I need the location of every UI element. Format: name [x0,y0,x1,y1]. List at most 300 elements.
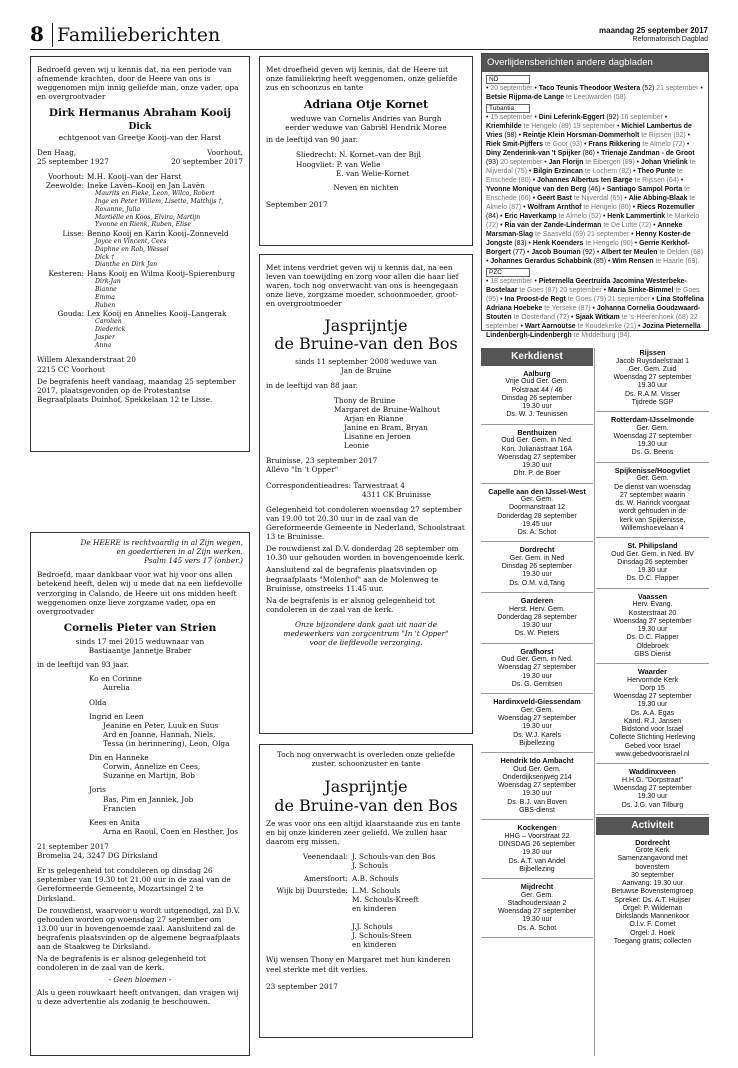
notice-place: te Oosterland (72) [513,313,570,321]
church-service-line: Woensdag 27 september [497,453,577,461]
church-service-item [596,463,709,538]
family-row [37,261,243,269]
family-row [37,190,243,198]
family-row [37,221,243,229]
church-location: Vaassen [637,591,668,601]
notice-place: te Enschede (80) [486,168,683,185]
church-service-item [481,542,593,593]
family-row [37,278,243,286]
church-service-line: Oud Ger. Gem. [513,765,561,773]
church-location: Dordrecht [519,545,555,555]
church-service-line: H.H.G. "Dorpstraat" [622,776,683,784]
notice-place: te Goes (95) [486,286,700,303]
church-services-right [596,345,709,950]
notice-age: (98) [504,132,517,140]
service-text: De rouwdienst zal D.V. donderdag 28 september om 10.30 uur gehouden worden in bovengenoemde kerk. [266,544,465,563]
notice-date: 15 september [490,114,533,122]
church-location: Benthuizen [517,427,557,437]
notice-name: Santiago Sampol Porta [606,186,683,194]
address-line: Bromelia 24, 3247 DG Dirksland [37,851,158,861]
condolence-text: Er is gelegenheid tot condoleren op dinsdag 26 september van 19.30 tot 21.00 uur in de zaal van de Gereformeerde Gemeente, Mozartsingel 2 te Dirksland. [37,866,231,903]
family-member: Lex Kooij en Annelies Kooij–Langerak [87,309,227,319]
notice-name: Jozina Pieternella Lindenbergh-Lindenbergh [486,322,701,339]
notice-name: Riecs Rozemuller [637,203,695,211]
notice-name: Lina Stoffelina Adriana Hoebeke [486,295,704,312]
family-member: Olda [89,697,107,707]
deceased-name: Dirk Hermanus Abraham Kooij [48,107,232,120]
family-label: Voorhout: [47,172,84,182]
notice-age: (92) [582,248,595,256]
family-row [37,181,243,190]
family-group [266,886,466,950]
church-location: St. Philipsland [627,541,678,551]
church-service-line: Dinsdag 26 september [501,563,573,571]
church-service-line: Ger. Gem. [636,475,669,483]
family-group [266,874,466,883]
family-member: Benno Kooij en Karin Kooij–Zonneveld [87,229,229,239]
family-member: M.H. Kooij–van der Harst [87,172,182,182]
ad-date: 21 september 2017 [37,841,109,851]
intro-text: Toch nog onverwacht is overleden onze geliefde zuster, schoonzuster en tante [276,750,456,769]
activity-line: Betuwse Bovenstemgroep [611,888,694,896]
church-service-item [481,425,593,484]
ad-jasprijntje-1 [259,254,473,734]
family-member: Suzanne en Martijn, Bob [103,771,195,781]
family-member: J. Schouls-van den Bos [352,852,436,862]
notice-name: Alie Abbing-Blaak [628,195,688,202]
request-text: Als u geen rouwkaart heeft ontvangen, dan vragen wij u deze advertentie als zodanig te beschouwen. [37,987,239,1006]
church-service-line: Ds. J.G. van Tilburg [621,801,684,809]
activity-line: Spreker: Ds. A.T. Huijser [614,896,691,904]
notice-name: Reintje Klein Horsman-Dommerholt [522,132,640,140]
spouse-name: Bastiaantje Jannetje Braber [88,646,192,656]
deceased-first-name: Jasprijntje [324,777,408,797]
family-members [352,886,419,950]
family-label: Wijk bij Duurstede: [276,885,348,895]
notice-place: 20 september [500,159,543,167]
care-home: Allévo "In 't Opper" [266,465,339,475]
notice-name: Theo Punte [637,168,676,176]
church-service-line: Ds. W. J. Teunissen [506,411,568,419]
notice-place: te Hengelo (89) 19 september [523,123,616,131]
family-member: Inge en Peter Willem, Lisette, Matthijs †, [95,198,224,206]
family-row [37,246,243,254]
family-list [37,172,243,349]
family-label: Hoogvliet: [296,159,335,169]
church-services-left [481,348,593,938]
church-service-item [481,879,593,938]
church-location: Garderen [520,595,554,605]
church-service-line: Ds. A.A. Egas [630,709,675,717]
family-member: Jasper [95,333,115,341]
church-service-line: Ds. G. Gerritsen [511,680,563,688]
activity-title: Activiteit [596,817,709,835]
family-row [37,206,243,214]
verse-reference: Psalm 145 vers 17 (onber.) [143,556,243,566]
family-row [37,334,243,342]
church-service-item [481,593,593,644]
family-member: Roxanne, Julia [95,205,141,213]
notice-age: (86) [582,150,595,158]
church-service-line: Ds. A.T. van Andel [508,857,566,865]
notice-place: te Enschede (66) [486,186,690,202]
verse-line-1: De HEERE is rechtvaardig in al Zijn wegen, [80,538,243,547]
family-member: Ko en Corinne [89,674,142,684]
family-member: Dirk-Jan [95,278,121,286]
spouse-line: echtgenoot van Greetje Kooij–van der Harst [58,132,222,142]
notice-age: (84) [486,212,499,220]
church-service-line: Bidstond voor Israel [621,726,684,734]
church-service-line: Polstraat 44 / 46 [511,386,563,394]
church-service-line: Jacob Ruysdaelstraat 1 [615,357,690,365]
church-location: Capelle aan den IJssel-West [488,486,586,496]
family-member: Arjan en Rianne [344,413,404,423]
church-service-line: Kosterstraat 20 [628,609,677,617]
church-service-line: Ds. D.C. Flapper [626,634,679,642]
church-service-line: Ds. A. Schot [517,529,557,537]
family-member: en kinderen [352,903,397,913]
church-service-line: Woensdag 27 september [613,693,692,701]
activity-line: bovenstem [635,863,670,871]
church-service-line: Woensdag 27 september [497,664,577,672]
notice-age: (77) [512,248,526,256]
section-title: Familieberichten [52,23,220,47]
notice-name: Maria Sinke-Bimmel [607,286,674,294]
church-service-item [596,589,709,664]
notice-name: Jacob Bouman [531,248,581,256]
age-line: in de leeftijd van 90 jaar. [266,135,358,145]
family-member: Ineke Lavèn–Kooij en Jan Lavèn [87,181,205,191]
church-service-item [596,764,709,815]
church-service-line: 19.30 uur [522,790,552,798]
notice-name: Anneke Marsman-Slag [486,221,683,238]
nephews-line: Neven en nichten [333,182,399,192]
page-number: 8 [30,22,44,46]
family-list [37,674,243,836]
notice-date: 20 september [490,85,533,93]
age-line: in de leeftijd van 88 jaar. [266,380,358,390]
notice-name: Wim Rensen [612,257,654,265]
church-service-line: Dorp 15 [640,684,665,692]
tribute-text: Ze was voor ons een altijd klaarstaande zus en tante en bij onze kinderen zeer geliefd. We zullen haar daarom erg missen. [266,819,461,847]
service-text: De rouwdienst, waarvoor u wordt uitgenodigd, zal D.V. gehouden worden op woensdag 27 september om 13.00 uur in bovengenoemde zaal. Aansluitend zal de begrafenis plaatsvinden op de algemene begraafplaats aan de Staakweg te Dirksland. [37,905,241,952]
ad-date: 23 september 2017 [266,981,338,991]
church-service-line: Ds. G. Beens [631,449,674,457]
family-member: Dick † [95,253,115,261]
church-service-line: Ds. B.J. van Boven [507,798,567,806]
church-service-line: Woensdag 27 september [497,782,577,790]
family-member: Din en Hanneke [89,753,149,763]
church-location: Grafhorst [520,646,554,656]
family-row [37,286,243,294]
church-service-line: Bijbellezing [519,739,555,747]
family-label: Veenendaal: [302,852,348,862]
family-member: Tessa (in herinnering), Leon, Olga [103,738,230,748]
notice-name: Betsie Rijpma-de Lange [486,94,565,102]
church-service-line: 19.45 uur [522,520,552,528]
family-member: Emma [95,293,115,301]
family-member [352,913,419,922]
verse-line-2: en goedertieren in al Zijn werken. [116,547,243,557]
notice-name: Albert ter Meulen [601,248,658,256]
family-member: Janine en Bram, Bryan [344,422,428,432]
deceased-name: Cornelis Pieter van Strien [63,621,217,634]
notice-place: te Lochem (82) [584,168,632,176]
church-service-item [481,366,593,425]
family-member: Thony de Bruine [334,395,396,405]
spouse-line-2: eerder weduwe van Gabriël Hendrik Moree [285,123,447,133]
family-row [37,198,243,206]
family-member: en kinderen [352,940,397,950]
paper-code: Tubantia [486,104,530,113]
church-service-line: 19.30 uur [637,793,668,801]
husband-name: Jan de Bruine [340,366,392,376]
activity-line: O.l.v. F. Cornet [629,921,676,929]
church-location: Hardinxveld-Giessendam [493,697,581,707]
notice-place: te 's-Heerenhoek (68) 22 september [486,313,698,330]
church-service-line: Vrije Oud Ger. Gem. [505,378,569,386]
notice-name: Michiel Lambertus de Vries [486,123,692,140]
condolence-text: Gelegenheid tot condoleren woensdag 27 september van 19.00 tot 20.30 uur in de zaal van de Gereformeerde Gemeente in Nederland, Schoolstraat 13 te Bruinisse. [266,504,465,542]
notice-place: te Goes (87) 20 september [519,286,602,294]
address-line-2: 2215 CC Voorhout [37,364,105,374]
no-flowers: - Geen bloemen - [108,975,172,985]
notice-place: 21 september [656,85,699,93]
church-service-item [596,345,709,412]
church-service-item [596,412,709,463]
ad-jasprijntje-2 [259,744,473,1038]
death-notices-title: Overlijdensberichten andere dagbladen [482,54,708,72]
ad-date: September 2017 [266,199,328,209]
notice-place: te Koudekerke (21) [577,322,637,330]
family-row [37,254,243,262]
church-service-line: Ger. Gem. in Ned [509,554,565,562]
church-service-line: Herst. Herv. Gem. [509,605,565,613]
church-service-line: DINSDAG 26 september [498,841,576,849]
notice-name: Geert Bast [537,195,572,202]
notice-entries: • 20 september • Taco Teunis Theodoor Westera (52) 21 september • Betsie Rijpma-de Lange te Leeuwarden (58). [486,85,703,102]
church-service-item [596,664,709,764]
church-service-line: 27 september waarin [619,491,686,499]
family-row [37,269,243,278]
church-service-line: 19.30 uur [522,916,552,924]
page-date: maandag 25 september 2017 [599,26,708,35]
notice-name: Johannes Albertus ten Barge [537,177,633,185]
church-service-line: 19.30 uur [637,441,668,449]
correspondence-address: Correspondentieadres: Tarwestraat 4 [266,480,405,490]
church-service-line: 19.30 uur [637,701,668,709]
death-notices-other-papers [481,53,709,339]
family-member: Margaret de Bruine-Walhout [334,404,440,414]
church-location: Rotterdam-IJsselmonde [610,415,695,425]
family-member: Dianthe en Dirk Jan [95,261,158,269]
family-member: Ingrid en Leen [89,711,144,721]
page-header [30,22,708,50]
family-label: Amersfoort: [303,873,348,883]
church-service-line: Ds. W.J. Karels [513,731,561,739]
notice-place: te Goor (93) [544,141,583,149]
family-member: Ard en Joanne, Hannah, Niels, [103,729,216,739]
family-member: Francien [103,803,137,813]
family-member: J. Schouls [352,861,388,871]
church-service-line: 19.30 uur [522,849,552,857]
church-service-line: Oud Ger. Gem. in Ned. BV [611,550,694,558]
notice-name: Eric Haverkamp [504,212,557,220]
ad-kooij [30,56,250,452]
notice-place: te Yerseke (87) [544,304,591,312]
intro-text: Bedroefd geven wij u kennis dat, na een periode van afnemende krachten, door de Heere van ons is weggenomen mijn innig geliefde man, onze vader, opa en overgrootvader [37,65,239,102]
notice-name: Henny Koster-de Jongste [486,230,691,247]
family-members [352,874,399,883]
church-service-line: Ger. Gem. Zuid [628,365,677,373]
activity-line: Samenzangavond met [617,855,688,863]
church-service-line: Kon. Julianastraat 16A [501,445,573,453]
notice-name: Sjaak Witkam [575,313,620,321]
widower-line: sinds 17 mei 2015 weduwnaar van [75,637,205,646]
church-service-line: Woensdag 27 september [613,432,692,440]
intro-text: Bedroefd, maar dankbaar voor wat hij voor ons allen betekend heeft, delen wij u mede dat na een liefdevolle verzorging in Calando, de Heere uit ons midden heeft weggenomen onze lieve zorgzame vader, opa en overgrootvader [37,570,243,616]
family-member: Anna [95,341,112,349]
activity-line: Orgel: P. Wildeman [622,904,683,912]
church-service-line: Dinsdag 26 september [501,394,573,402]
notice-name: Frans Rikkering [588,141,641,149]
notice-name: Trienaje Zandman - de Groot [601,150,695,158]
family-member: Bas, Pim en Janniek, Job [103,794,194,804]
notice-name: Johanna Cornelia Goudzwaard-Stouten [486,304,701,321]
church-location: Kockengen [517,823,557,833]
church-location: Spijkenisse/Hoogvliet [614,465,691,475]
church-service-line: Woensdag 27 september [613,785,692,793]
church-service-item [481,753,593,820]
notice-place: te Nijverdal (65) [573,195,623,202]
family-group [266,852,466,870]
wish-text: Wij wensen Thony en Margaret met hun kinderen veel sterkte met dit verlies. [266,955,451,974]
family-label: Zeewolde: [45,181,84,191]
church-service-line: Ger. Gem. [636,424,669,432]
funeral-text: De begrafenis heeft vandaag, maandag 25 september 2017, plaatsgevonden op de Protestantse Begraafplaats Duinhof, Spekkelaan 12 te Lisse. [37,376,236,404]
notice-entries: • 18 september • Pieternella Geertruida Jacomina Westerbeke-Bostelaar te Goes (87) 20 september • Maria Sinke-Bimmel te Goes (95) • Ina Proost-de Regt te Goes (79) 21 september • Lina Stoffelina Adriana Hoebeke te Yerseke (87) • Johanna Cornelia Goudzwaard-Stouten te Oosterland (72) • Sjaak Witkam te 's-Heerenhoek (68) 22 september • Wart Aarnoutse te Koudekerke (21) • Jozina Pieternella Lindenbergh-Lindenbergh te Middelburg (94). [486,277,704,339]
activity-line: Orgel: J. Hoek [630,929,675,937]
notice-place: te Rijssen (64) [634,177,679,185]
family-member: Ruben [95,301,116,309]
notice-place: te Almelo (52) [558,212,602,220]
notice-age: (85) [593,257,606,265]
family-row [37,318,243,326]
deceased-last-name: de Bruine-van den Bos [274,333,458,353]
column-divider [594,348,595,1056]
church-service-line: Donderdag 28 september [497,512,577,520]
notice-name: Yvonne Monique van den Berg [486,186,587,194]
church-service-line: 19.30 uur [522,723,552,731]
age-line: in de leeftijd van 93 jaar. [37,660,129,670]
church-services-title: Kerkdienst [481,348,593,366]
notice-name: Henk Lammertink [607,212,666,220]
family-member: J. Schouls-Steen [352,931,412,941]
church-service-item [481,820,593,879]
church-service-line: Woensdag 27 september [497,715,577,723]
family-row [37,172,243,181]
ad-kornet [259,56,473,246]
activity-location: Dordrecht [635,837,670,847]
church-location: Waddinxveen [629,767,676,777]
church-location: Rijssen [639,348,666,357]
family-member: Leonie [344,441,369,451]
church-service-item [481,694,593,753]
activity-line: 30 september [631,871,674,879]
family-member: Kees en Anita [89,817,140,827]
church-service-line: ds. W. Harinck voorgaat [615,500,690,508]
church-service-line: 19.30 uur [522,571,552,579]
correspondence-city: 4311 CK Bruinisse [362,489,431,499]
church-service-line: Ds. O.M. v.d.Tang [509,579,565,587]
family-row [37,214,243,222]
family-row [37,342,243,350]
church-service-line: Ger. Gem. [520,706,554,714]
notice-place: te Haarle (69). [655,257,700,265]
family-member: Diederick [95,326,126,334]
family-member: Jeanine en Peter, Luuk en Suus [103,720,219,730]
church-service-line: Woensdag 27 september [497,908,577,916]
church-service-line: Dinsdag 26 september [617,558,688,566]
church-service-line: Ds. D.C. Flapper [626,575,679,583]
family-member: Daphne en Rob, Wessel [95,245,169,253]
deceased-last-name: de Bruine-van den Bos [274,795,458,815]
family-member: M. Schouls-Kreeft [352,894,419,904]
family-list [266,852,466,949]
notice-name: Jan Florijn [548,159,584,167]
family-member: Corwin, Annelize en Cees, [103,762,201,772]
church-service-line: Gebed voor Israel [624,742,681,750]
notice-place: te Hengelo (80) [583,203,631,211]
church-service-line: GBS-dienst [519,806,555,814]
notice-name: Johannes Gerardus Schabbink [490,257,592,265]
notice-name: Kriemhilde [486,123,522,131]
nickname: Dick [128,121,152,132]
notice-name: Henk Koenders [532,239,584,247]
family-label: Lisse: [62,229,84,239]
notice-age: (46) [588,186,601,194]
family-member: Maurits en Fieke, Leon, Wilco, Robert [95,190,215,198]
church-service-line: Oud Ger. Gem. in Ned. [501,437,573,445]
family-member: Hans Kooij en Wilma Kooij–Spierenburg [87,269,236,279]
notice-name: Dini Leferink-Eggert [538,114,605,122]
family-member: Arna en Raoul, Coen en Hesther, Jos [103,826,238,836]
activity-line: Dirkslands Mannenkoor [615,913,690,921]
notice-age: (92) [606,114,619,122]
family-member: Bianne [95,286,117,294]
church-service-line: De dienst van woensdag [614,483,691,491]
church-service-line: Ds. A. Schot [517,924,557,932]
notice-place: te Rijssen (92) [641,132,686,140]
family-row [37,238,243,246]
notice-place: te Middelburg (94). [573,331,632,339]
family-row [37,309,243,318]
notice-name: Johan Vrielink [641,159,688,167]
address-line-1: Willem Alexanderstraat 20 [37,355,136,365]
family-member: Joris [89,785,106,795]
death-notices-body [482,72,708,342]
church-service-line: 19.30 uur [522,672,552,680]
family-member: Aurelia [103,683,130,693]
notice-name: Wolfram Arnthof [527,203,582,211]
family-member: A.B. Schouls [352,873,399,883]
family-label: Kesteren: [48,269,84,279]
family-member: J.J. Schouls [352,922,393,932]
church-service-line: HHG – Voorstraat 22 [504,832,570,840]
church-service-line: GBS Dienst [634,650,671,658]
church-service-line: Hervormde Kerk [627,676,678,684]
paper-code: ND [486,75,530,84]
